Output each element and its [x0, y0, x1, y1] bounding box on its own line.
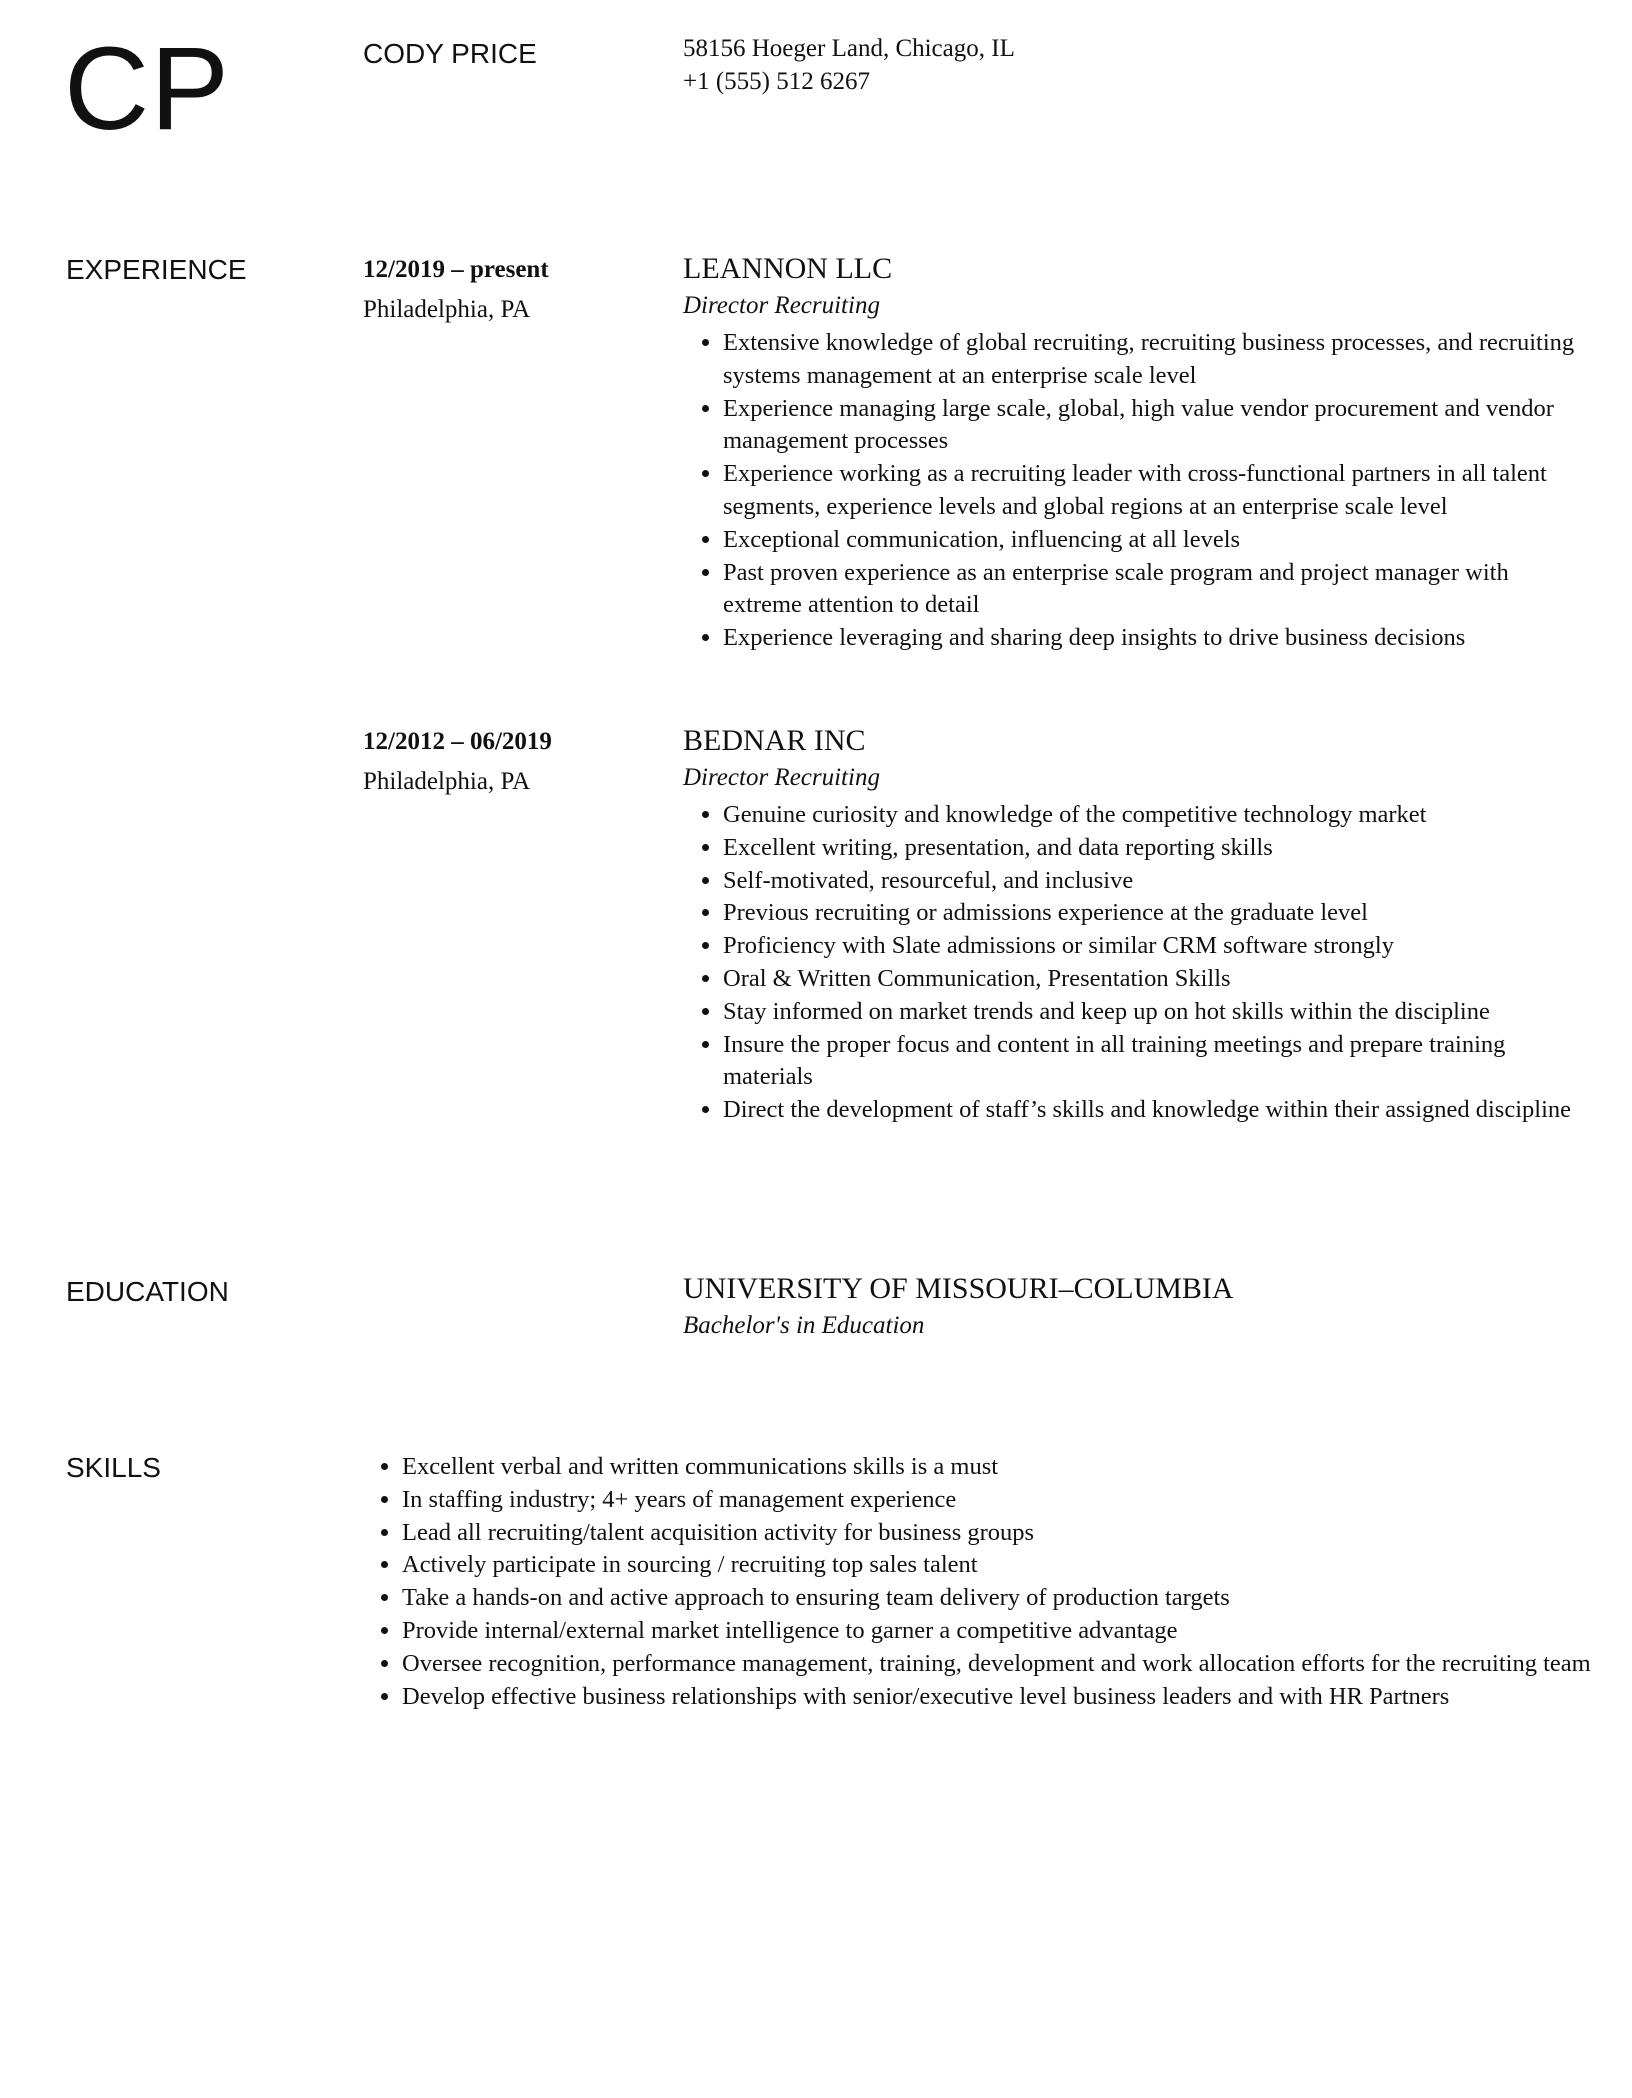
list-item: • Experience managing large scale, global, high value vendor procurement and vendor management processes — [723, 393, 1583, 459]
list-item: • Experience working as a recruiting leader with cross-functional partners in all talent segments, experience levels and global regions at an enterprise scale level — [723, 458, 1583, 524]
list-item: • Proficiency with Slate admissions or similar CRM software strongly — [723, 930, 1583, 963]
list-item: • Excellent writing, presentation, and data reporting skills — [723, 832, 1583, 865]
contact-info — [683, 32, 1015, 98]
school-name: UNIVERSITY OF MISSOURI–COLUMBIA — [683, 1272, 1234, 1305]
skills-list — [363, 1451, 1632, 1713]
job-location: Philadelphia, PA — [363, 768, 531, 795]
list-item: • Genuine curiosity and knowledge of the competitive technology market — [723, 799, 1583, 832]
list-item: • Exceptional communication, influencing at all levels — [723, 524, 1583, 557]
list-item: • Oversee recognition, performance management, training, development and work allocation efforts for the recruiting team — [402, 1648, 1632, 1681]
job-role: Director Recruiting — [683, 764, 880, 791]
list-item: • Actively participate in sourcing / recruiting top sales talent — [402, 1549, 1632, 1582]
job-meta — [363, 722, 552, 802]
candidate-name: CODY PRICE — [363, 38, 537, 69]
degree: Bachelor's in Education — [683, 1312, 925, 1339]
job-location: Philadelphia, PA — [363, 296, 531, 323]
education-section-title: EDUCATION — [66, 1276, 229, 1307]
phone: +1 (555) 512 6267 — [683, 68, 870, 95]
monogram: CP — [64, 23, 230, 155]
list-item: • Take a hands-on and active approach to ensuring team delivery of production targets — [402, 1582, 1632, 1615]
job-bullets — [683, 799, 1583, 1127]
list-item: • Lead all recruiting/talent acquisition activity for business groups — [402, 1517, 1632, 1550]
experience-section-title: EXPERIENCE — [66, 254, 247, 285]
list-item: • Insure the proper focus and content in all training meetings and prepare training materials — [723, 1029, 1583, 1095]
list-item: • Stay informed on market trends and keep up on hot skills within the discipline — [723, 996, 1583, 1029]
list-item: • Extensive knowledge of global recruiting, recruiting business processes, and recruiting systems management at an enterprise scale level — [723, 327, 1583, 393]
job-role: Director Recruiting — [683, 292, 880, 319]
list-item: • Provide internal/external market intelligence to garner a competitive advantage — [402, 1615, 1632, 1648]
list-item: • Self-motivated, resourceful, and inclusive — [723, 865, 1583, 898]
list-item: • Previous recruiting or admissions experience at the graduate level — [723, 897, 1583, 930]
company-name: LEANNON LLC — [683, 252, 893, 285]
list-item: • Develop effective business relationships with senior/executive level business leaders and with HR Partners — [402, 1681, 1632, 1714]
list-item: • Oral & Written Communication, Presentation Skills — [723, 963, 1583, 996]
job-entry — [683, 251, 1583, 655]
address: 58156 Hoeger Land, Chicago, IL — [683, 35, 1015, 62]
list-item: • Excellent verbal and written communications skills is a must — [402, 1451, 1632, 1484]
job-bullets — [683, 327, 1583, 655]
list-item: • In staffing industry; 4+ years of management experience — [402, 1484, 1632, 1517]
list-item: • Experience leveraging and sharing deep insights to drive business decisions — [723, 622, 1583, 655]
job-entry — [683, 723, 1583, 1127]
list-item: • Direct the development of staff’s skills and knowledge within their assigned discipline — [723, 1094, 1583, 1127]
skills-section-title: SKILLS — [66, 1452, 161, 1483]
job-dates: 12/2012 – 06/2019 — [363, 728, 552, 755]
list-item: • Past proven experience as an enterprise scale program and project manager with extreme attention to detail — [723, 557, 1583, 623]
education-entry — [683, 1271, 1583, 1345]
company-name: BEDNAR INC — [683, 724, 866, 757]
job-meta — [363, 250, 549, 330]
job-dates: 12/2019 – present — [363, 256, 549, 283]
